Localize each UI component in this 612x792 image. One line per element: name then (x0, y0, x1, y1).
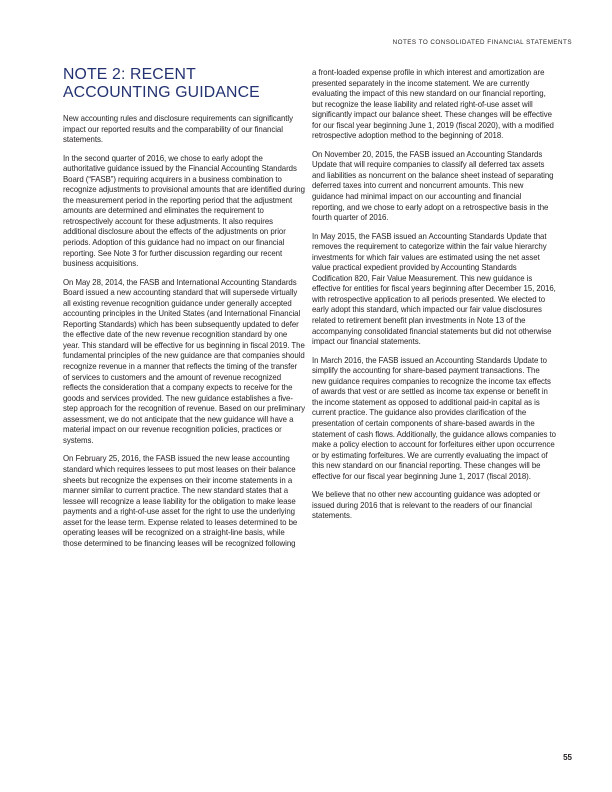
left-column (63, 66, 305, 557)
paragraph-other-guidance: We believe that no other new accounting guidance was adopted or issued during 2016 that is relevant to the readers of our financial statements. (312, 490, 541, 521)
running-header: NOTES TO CONSOLIDATED FINANCIAL STATEMENTS (392, 39, 572, 46)
paragraph-deferred-taxes: On November 20, 2015, the FASB issued an Accounting Standards Update that will require companies to classify all deferred tax assets and liabilities as noncurrent on the balance sheet instead of separating deferred taxes into current and noncurrent amounts. This new guidance had minimal impact on our accounting and financial reporting, and we chose to early adopt on a retrospective basis in the fourth quarter of 2016. (312, 149, 554, 223)
right-column (312, 68, 556, 530)
paragraph-lease-accounting: On February 25, 2016, the FASB issued the new lease accounting standard which requires lessees to put most leases on their balance sheets but recognize the expenses on their income statements in a manner similar to current practice. The new standard states that a lessee will recognize a lease liability for the obligation to make lease payments and a right-of-use asset for the right to use the underlying asset for the lease term. Expense related to leases determined to be operating leases will be recognized on a straight-line basis, while those determined to be financing leases will be recognized following (63, 454, 298, 548)
paragraph-intro: New accounting rules and disclosure requirements can significantly impact our reported results and the comparability of our financial statements. (63, 114, 293, 145)
page-number: 55 (563, 753, 572, 762)
paragraph-lease-continued: a front-loaded expense profile in which interest and amortization are presented separately in the income statement. We are currently evaluating the impact of this new standard on our financial reporting, but recognize the lease liability and related right-of-use asset will significantly impact our balance sheet. These changes will be effective for our fiscal year beginning June 1, 2019 (fiscal 2020), with a modified retrospective adoption method to the beginning of 2018. (312, 68, 554, 141)
paragraph-revenue-recognition: On May 28, 2014, the FASB and International Accounting Standards Board issued a new accounting standard that will supersede virtually all existing revenue recognition guidance under generally accepted accounting principles in the United States (and International Financial Reporting Standards) which has been subsequently updated to defer the effective date of the new revenue recognition standard by one year. This standard will be effective for us beginning in fiscal 2019. The fundamental principles of the new guidance are that companies should recognize revenue in a manner that reflects the timing of the transfer of services to customers and the amount of revenue recognized reflects the consideration that a company expects to receive for the goods and services provided. The new guidance establishes a five-step approach for the recognition of revenue. Based on our preliminary assessment, we do not anticipate that the new guidance will have a material impact on our revenue recognition policies, practices or systems. (63, 277, 305, 445)
paragraph-business-combinations: In the second quarter of 2016, we chose to early adopt the authoritative guidance issued by the Financial Accounting Standards Board (“FASB”) requiring acquirers in a business combination to recognize adjustments to provisional amounts that are identified during the measurement period in the reporting period that the adjustment amounts are determined and eliminates the requirement to retrospectively account for these adjustments. It also requires additional disclosure about the effects of the adjustments on prior periods. Adoption of this guidance had no impact on our financial reporting. See Note 3 for further discussion regarding our recent business acquisitions. (63, 153, 305, 269)
note-title: NOTE 2: RECENT ACCOUNTING GUIDANCE (63, 66, 260, 101)
paragraph-share-based-payment: In March 2016, the FASB issued an Accounting Standards Update to simplify the accounting for share-based payment transactions. The new guidance requires companies to recognize the income tax effects of awards that vest or are settled as income tax expense or benefit in the income statement as opposed to additional paid-in capital as is current practice. The guidance also provides clarification of the presentation of certain components of share-based awards in the statement of cash flows. Additionally, the guidance allows companies to make a policy election to account for forfeitures either upon occurrence or by estimating forfeitures. We are currently evaluating the impact of this new standard on our financial reporting. These changes will be effective for our fiscal year beginning June 1, 2017 (fiscal 2018). (312, 355, 556, 481)
paragraph-fair-value: In May 2015, the FASB issued an Accounting Standards Update that removes the requirement to categorize within the fair value hierarchy investments for which fair values are estimated using the net asset value practical expedient provided by Accounting Standards Codification 820, Fair Value Measurement. This new guidance is effective for entities for fiscal years beginning after December 15, 2016, with retrospective application to all periods presented. We elected to early adopt this standard, which impacted our fair value disclosures related to retirement benefit plan investments in Note 13 of the accompanying consolidated financial statements but did not otherwise impact our financial statements. (312, 231, 556, 347)
